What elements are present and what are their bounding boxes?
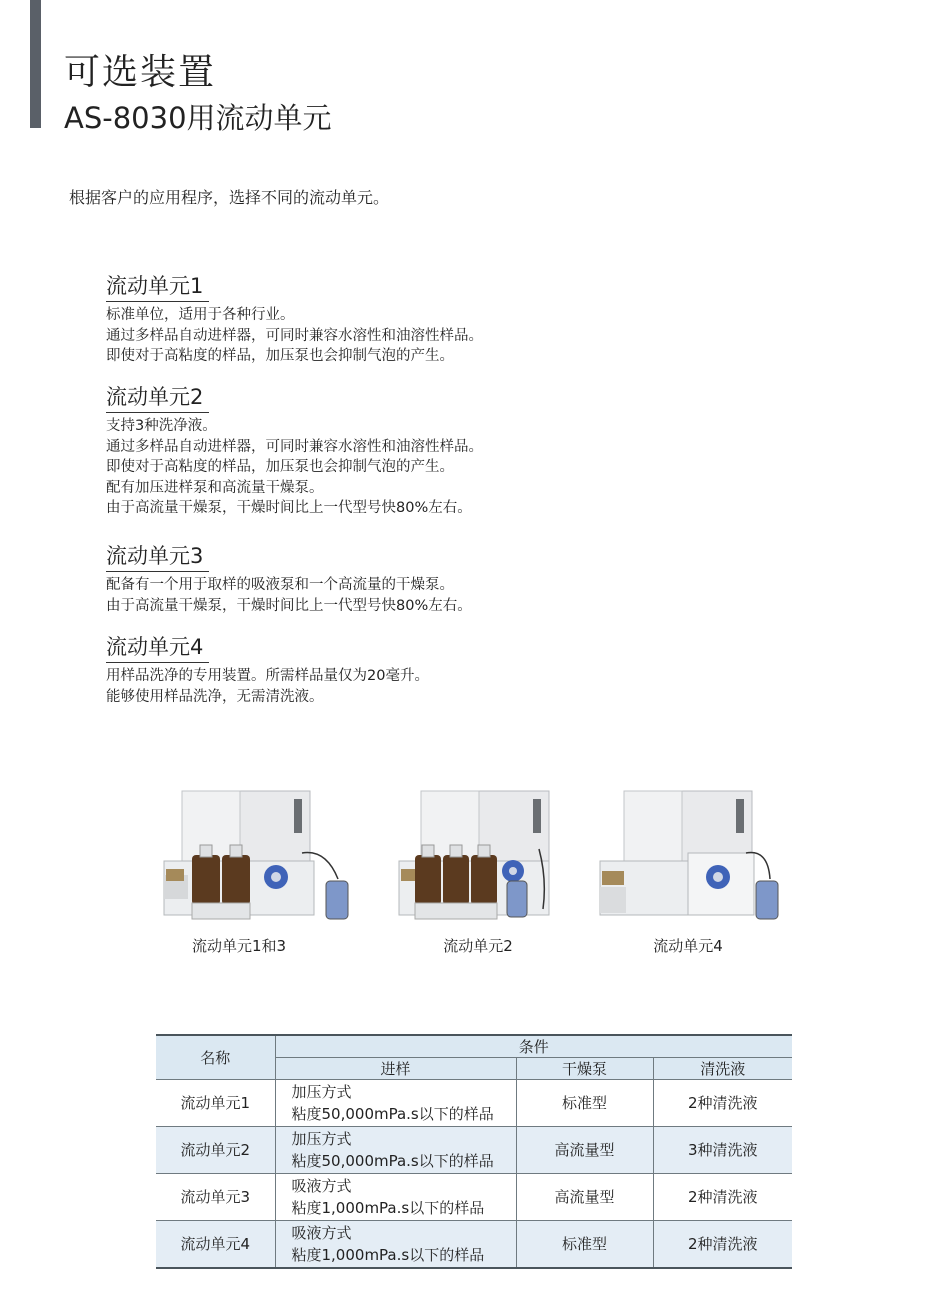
photo-caption: 流动单元4 — [653, 937, 723, 955]
cell-intake — [275, 1174, 516, 1221]
column-header-name: 名称 — [156, 1035, 275, 1080]
unit-description-line: 由于高流量干燥泵，干燥时间比上一代型号快80%左右。 — [106, 500, 472, 516]
unit-description-line: 能够使用样品洗净，无需清洗液。 — [106, 688, 324, 705]
unit-description-line: 即使对于高粘度的样品，加压泵也会抑制气泡的产生。 — [106, 459, 454, 475]
intake-viscosity: 粘度50,000mPa.s以下的样品 — [291, 1152, 494, 1170]
unit-description-line: 标准单位，适用于各种行业。 — [106, 307, 295, 323]
flow-unit-spec-table — [156, 1034, 792, 1269]
unit-description-line: 配有加压进样泵和高流量干燥泵。 — [106, 479, 324, 496]
cell-name: 流动单元1 — [156, 1080, 275, 1127]
flow-unit-2-photo — [395, 789, 595, 924]
table-row — [156, 1221, 792, 1269]
unit-description-line: 配备有一个用于取样的吸液泵和一个高流量的干燥泵。 — [106, 577, 454, 593]
unit-description-line: 即使对于高粘度的样品，加压泵也会抑制气泡的产生。 — [106, 348, 454, 364]
intake-method: 吸液方式 — [291, 1224, 352, 1242]
unit-description-line: 用样品洗净的专用装置。所需样品量仅为20毫升。 — [106, 668, 429, 684]
cell-name: 流动单元4 — [156, 1221, 275, 1269]
cell-name: 流动单元2 — [156, 1127, 275, 1174]
intake-viscosity: 粘度50,000mPa.s以下的样品 — [291, 1105, 494, 1123]
table-row — [156, 1080, 792, 1127]
page-subtitle: AS-8030用流动单元 — [64, 101, 332, 135]
table-row — [156, 1127, 792, 1174]
page-title: 可选装置 — [64, 52, 217, 93]
cell-dryer: 高流量型 — [516, 1174, 653, 1221]
cell-intake — [275, 1127, 516, 1174]
cell-wash: 2种清洗液 — [653, 1174, 792, 1221]
cell-wash: 2种清洗液 — [653, 1080, 792, 1127]
cell-intake — [275, 1221, 516, 1269]
unit-section-3 — [106, 540, 472, 616]
cell-dryer: 标准型 — [516, 1080, 653, 1127]
photo-caption: 流动单元1和3 — [191, 937, 287, 955]
column-header-wash: 清洗液 — [653, 1058, 792, 1080]
unit-description-line: 通过多样品自动进样器，可同时兼容水溶性和油溶性样品。 — [106, 438, 483, 455]
side-accent-bar — [30, 0, 41, 128]
unit-heading: 流动单元3 — [106, 540, 209, 572]
intake-viscosity: 粘度1,000mPa.s以下的样品 — [291, 1199, 485, 1217]
unit-section-1 — [106, 270, 483, 367]
unit-description-line: 支持3种洗净液。 — [106, 418, 217, 434]
cell-name: 流动单元3 — [156, 1174, 275, 1221]
cell-wash: 3种清洗液 — [653, 1127, 792, 1174]
column-header-dryer: 干燥泵 — [516, 1058, 653, 1080]
intro-text: 根据客户的应用程序，选择不同的流动单元。 — [69, 188, 390, 207]
column-header-intake: 进样 — [275, 1058, 516, 1080]
cell-dryer: 标准型 — [516, 1221, 653, 1269]
unit-description-line: 通过多样品自动进样器，可同时兼容水溶性和油溶性样品。 — [106, 327, 483, 344]
unit-heading: 流动单元2 — [106, 381, 209, 413]
cell-wash: 2种清洗液 — [653, 1221, 792, 1269]
cell-intake — [275, 1080, 516, 1127]
flow-unit-4-photo — [596, 789, 796, 924]
intake-method: 加压方式 — [291, 1130, 352, 1148]
photo-caption: 流动单元2 — [443, 937, 513, 955]
cell-dryer: 高流量型 — [516, 1127, 653, 1174]
unit-heading: 流动单元4 — [106, 631, 209, 663]
unit-section-4 — [106, 631, 429, 707]
unit-heading: 流动单元1 — [106, 270, 209, 302]
flow-unit-1-3-photo — [156, 789, 356, 924]
unit-section-2 — [106, 381, 483, 519]
intake-method: 加压方式 — [291, 1083, 352, 1101]
intake-viscosity: 粘度1,000mPa.s以下的样品 — [291, 1246, 485, 1264]
column-header-conditions: 条件 — [275, 1035, 792, 1058]
intake-method: 吸液方式 — [291, 1177, 352, 1195]
unit-description-line: 由于高流量干燥泵，干燥时间比上一代型号快80%左右。 — [106, 597, 472, 614]
table-row — [156, 1174, 792, 1221]
